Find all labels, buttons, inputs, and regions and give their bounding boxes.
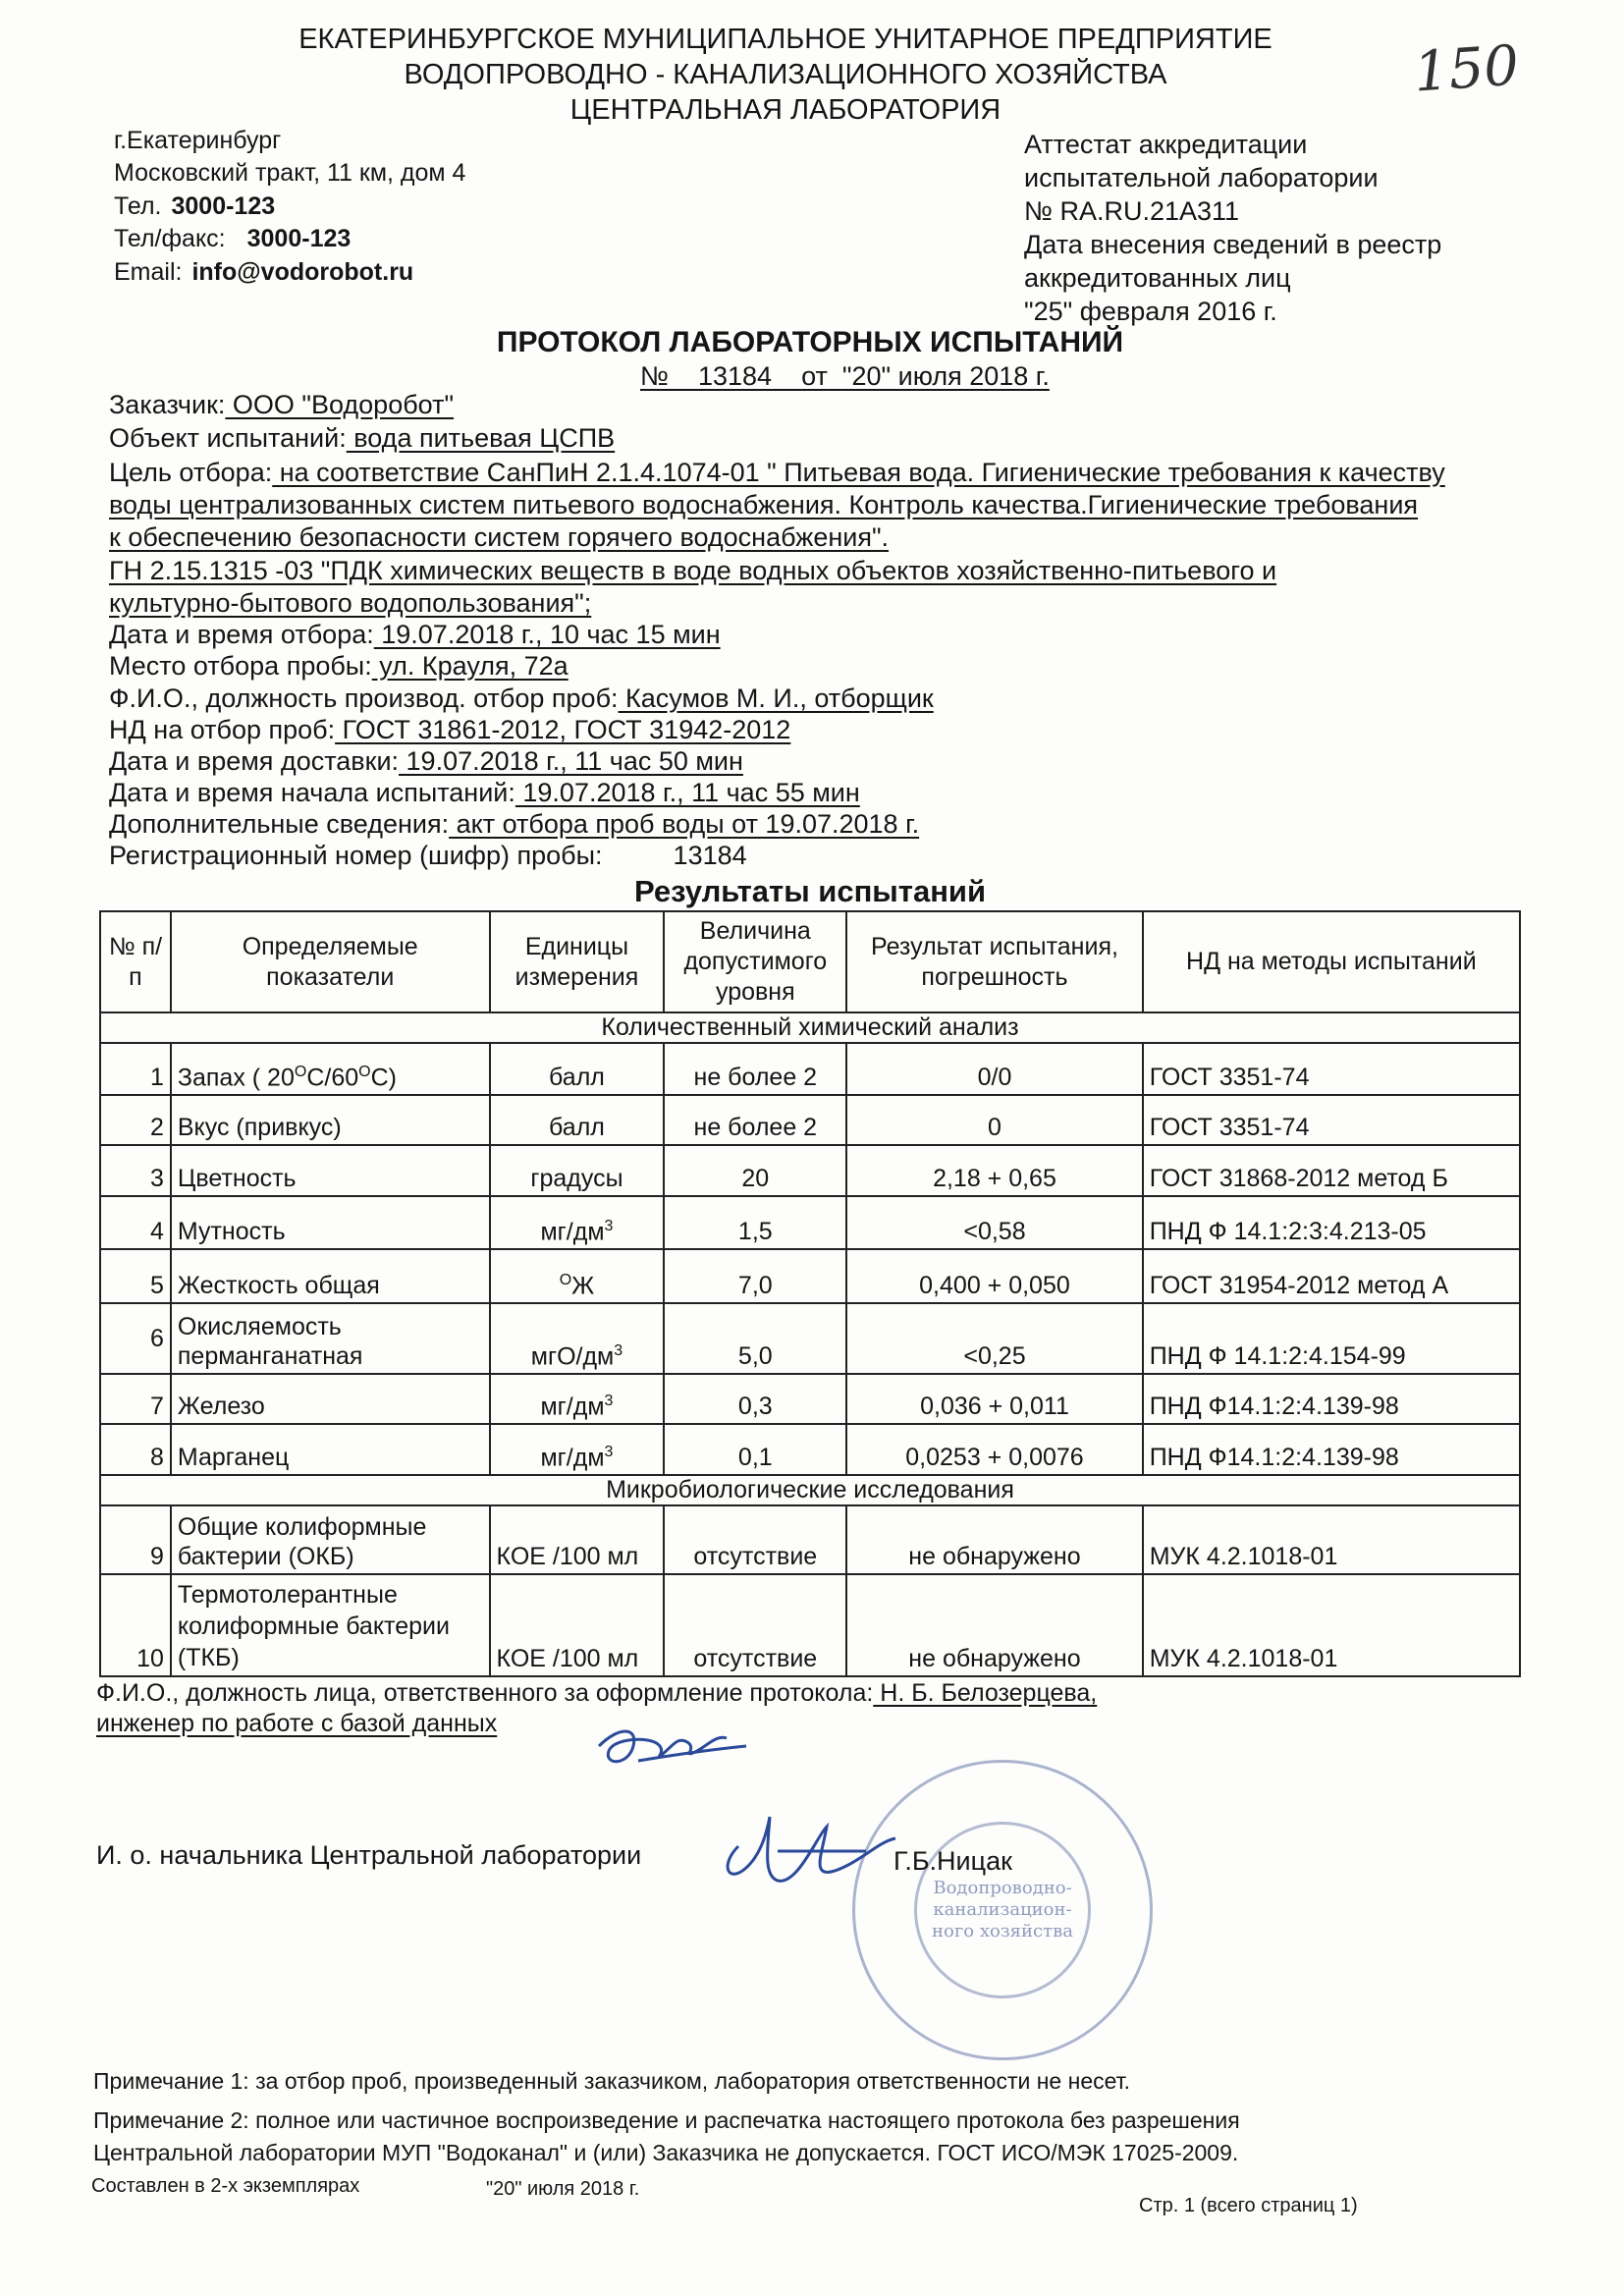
section-chemical: Количественный химический анализ [100,1012,1520,1043]
table-row: 5 Жесткость общая $^O$Ж 7,0 0,400 + 0,050 ГОСТ 31954-2012 метод А [100,1249,1520,1303]
results-table [99,910,1521,1677]
field-sampler: Ф.И.О., должность производ. отбор проб: Касумов М. И., отборщик [109,683,934,713]
contact-address: Московский тракт, 11 км, дом 4 [114,159,466,187]
org-name-line3: ЦЕНТРАЛЬНАЯ ЛАБОРАТОРИЯ [569,94,1001,126]
accreditation-date: "25" февраля 2016 г. [1024,297,1277,326]
table-row: 7 Железо $мг/дм^3$ 0,3 0,036 + 0,011 ПНД Ф14.1:2:4.139-98 [100,1374,1520,1424]
section-row-chemical [100,1012,1520,1043]
note-2-line1: Примечание 2: полное или частичное воспроизведение и распечатка настоящего протокола без разрешения [93,2107,1240,2133]
field-object: Объект испытаний: вода питьевая ЦСПВ [109,423,616,453]
email-value: info@vodorobot.ru [191,258,414,286]
table-row: 1 Запах ( $20^OС/60^OС$) балл не более 2 0/0 ГОСТ 3351-74 [100,1043,1520,1095]
contact-city: г.Екатеринбург [114,127,282,154]
protocol-number: № 13184 от "20" июля 2018 г. [640,361,1050,391]
field-delivery: Дата и время доставки: 19.07.2018 г., 11 час 50 мин [109,746,743,776]
org-name-line2: ВОДОПРОВОДНО - КАНАЛИЗАЦИОННОГО ХОЗЯЙСТВА [404,59,1167,90]
field-purpose-line3: к обеспечению безопасности систем горячего водоснабжения". [109,522,890,552]
org-name-line1: ЕКАТЕРИНБУРГСКОЕ МУНИЦИПАЛЬНОЕ УНИТАРНОЕ ПРЕДПРИЯТИЕ [298,24,1272,55]
head-title: И. о. начальника Центральной лаборатории [96,1840,642,1870]
head-name: Г.Б.Ницак [893,1846,1012,1876]
stamp-center-text: Водопроводно-канализацион-ного хозяйства [914,1822,1091,1998]
col-limit-header: Величина допустимого уровня [664,911,846,1012]
email-label: Email: [114,258,183,286]
contact-email [114,255,413,290]
footer-copies: Составлен в 2-х экземплярах [91,2175,360,2197]
fax-label: Тел/факс: [114,225,226,252]
tel-value: 3000-123 [171,192,276,220]
col-result-header: Результат испытания, погрешность [846,911,1142,1012]
accreditation-number: № RA.RU.21A311 [1024,196,1240,226]
responsible-position: инженер по работе с базой данных [96,1710,498,1737]
footer-page: Стр. 1 (всего страниц 1) [1139,2195,1358,2216]
note-1: Примечание 1: за отбор проб, произведенный заказчиком, лаборатория ответственности не несет. [93,2068,1131,2094]
table-row: 8 Марганец $мг/дм^3$ 0,1 0,0253 + 0,0076 ПНД Ф14.1:2:4.139-98 [100,1424,1520,1475]
table-row: 2 Вкус (привкус) балл не более 2 0 ГОСТ 3351-74 [100,1095,1520,1145]
table-row: 3 Цветность градусы 20 2,18 + 0,65 ГОСТ 31868-2012 метод Б [100,1145,1520,1196]
col-indicator-header: Определяемые показатели [171,911,490,1012]
col-unit-header: Единицы измерения [490,911,665,1012]
tel-label: Тел. [114,192,162,220]
handwritten-page-number: 150 [1411,33,1522,105]
table-row: 10 Термотолерантные колиформные бактерии (ТКБ) КОЕ /100 мл отсутствие не обнаружено МУК 4.2.1018-01 [100,1574,1520,1676]
section-row-micro [100,1475,1520,1505]
field-registration-number: Регистрационный номер (шифр) пробы: 13184 [109,841,747,870]
table-row: 9 Общие колиформные бактерии (ОКБ) КОЕ /100 мл отсутствие не обнаружено МУК 4.2.1018-01 [100,1505,1520,1574]
col-method-header: НД на методы испытаний [1143,911,1520,1012]
field-sampling-datetime: Дата и время отбора: 19.07.2018 г., 10 час 15 мин [109,620,721,649]
indicator-cell: Запах ( $20^OС/60^OС$) [171,1043,490,1095]
field-sampling-place: Место отбора пробы: ул. Крауля, 72а [109,651,568,681]
accreditation-line1: Аттестат аккредитации [1024,130,1308,159]
field-purpose-line4: ГН 2.15.1315 -03 "ПДК химических веществ в воде водных объектов хозяйственно-питьевого и [109,556,1277,585]
note-2-line2: Центральной лаборатории МУП "Водоканал" и (или) Заказчика не допускается. ГОСТ ИСО/МЭК 17025-2009. [93,2140,1239,2165]
table-row: 6 Окисляемость перманганатная мгО/$дм^3$ 5,0 <0,25 ПНД Ф 14.1:2:4.154-99 [100,1303,1520,1374]
accreditation-line4: Дата внесения сведений в реестр [1024,230,1442,259]
protocol-number-line [640,361,1050,392]
table-header-row [100,911,1520,1012]
field-sampling-nd: НД на отбор проб: ГОСТ 31861-2012, ГОСТ 31942-2012 [109,715,791,744]
contact-tel [114,190,275,224]
field-extra-info: Дополнительные сведения: акт отбора проб воды от 19.07.2018 г. [109,809,920,839]
accreditation-line2: испытательной лаборатории [1024,163,1379,192]
field-customer: Заказчик: ООО "Водоробот" [109,390,455,419]
field-test-start: Дата и время начала испытаний: 19.07.2018 г., 11 час 55 мин [109,778,860,807]
footer-date: "20" июля 2018 г. [486,2178,640,2200]
fax-value: 3000-123 [246,225,352,252]
table-row: 4 Мутность $мг/дм^3$ 1,5 <0,58 ПНД Ф 14.1:2:3:4.213-05 [100,1196,1520,1249]
field-purpose-line5: культурно-бытового водопользования"; [109,588,592,618]
accreditation-line5: аккредитованных лиц [1024,263,1291,293]
responsible-signature [579,1707,756,1776]
contact-fax [114,222,351,256]
results-title: Результаты испытаний [633,874,987,908]
section-micro: Микробиологические исследования [100,1475,1520,1505]
field-purpose-line2: воды централизованных систем питьевого водоснабжения. Контроль качества.Гигиенические требования [109,490,1419,519]
field-purpose: Цель отбора: на соответствие СанПиН 2.1.4.1074-01 " Питьевая вода. Гигиенические требования к качеству [109,458,1445,487]
responsible-line: Ф.И.О., должность лица, ответственного за оформление протокола: Н. Б. Белозерцева, [96,1679,1098,1707]
head-signature [709,1797,905,1905]
protocol-title: ПРОТОКОЛ ЛАБОРАТОРНЫХ ИСПЫТАНИЙ [496,326,1124,358]
col-num-header: № п/п [100,911,171,1012]
